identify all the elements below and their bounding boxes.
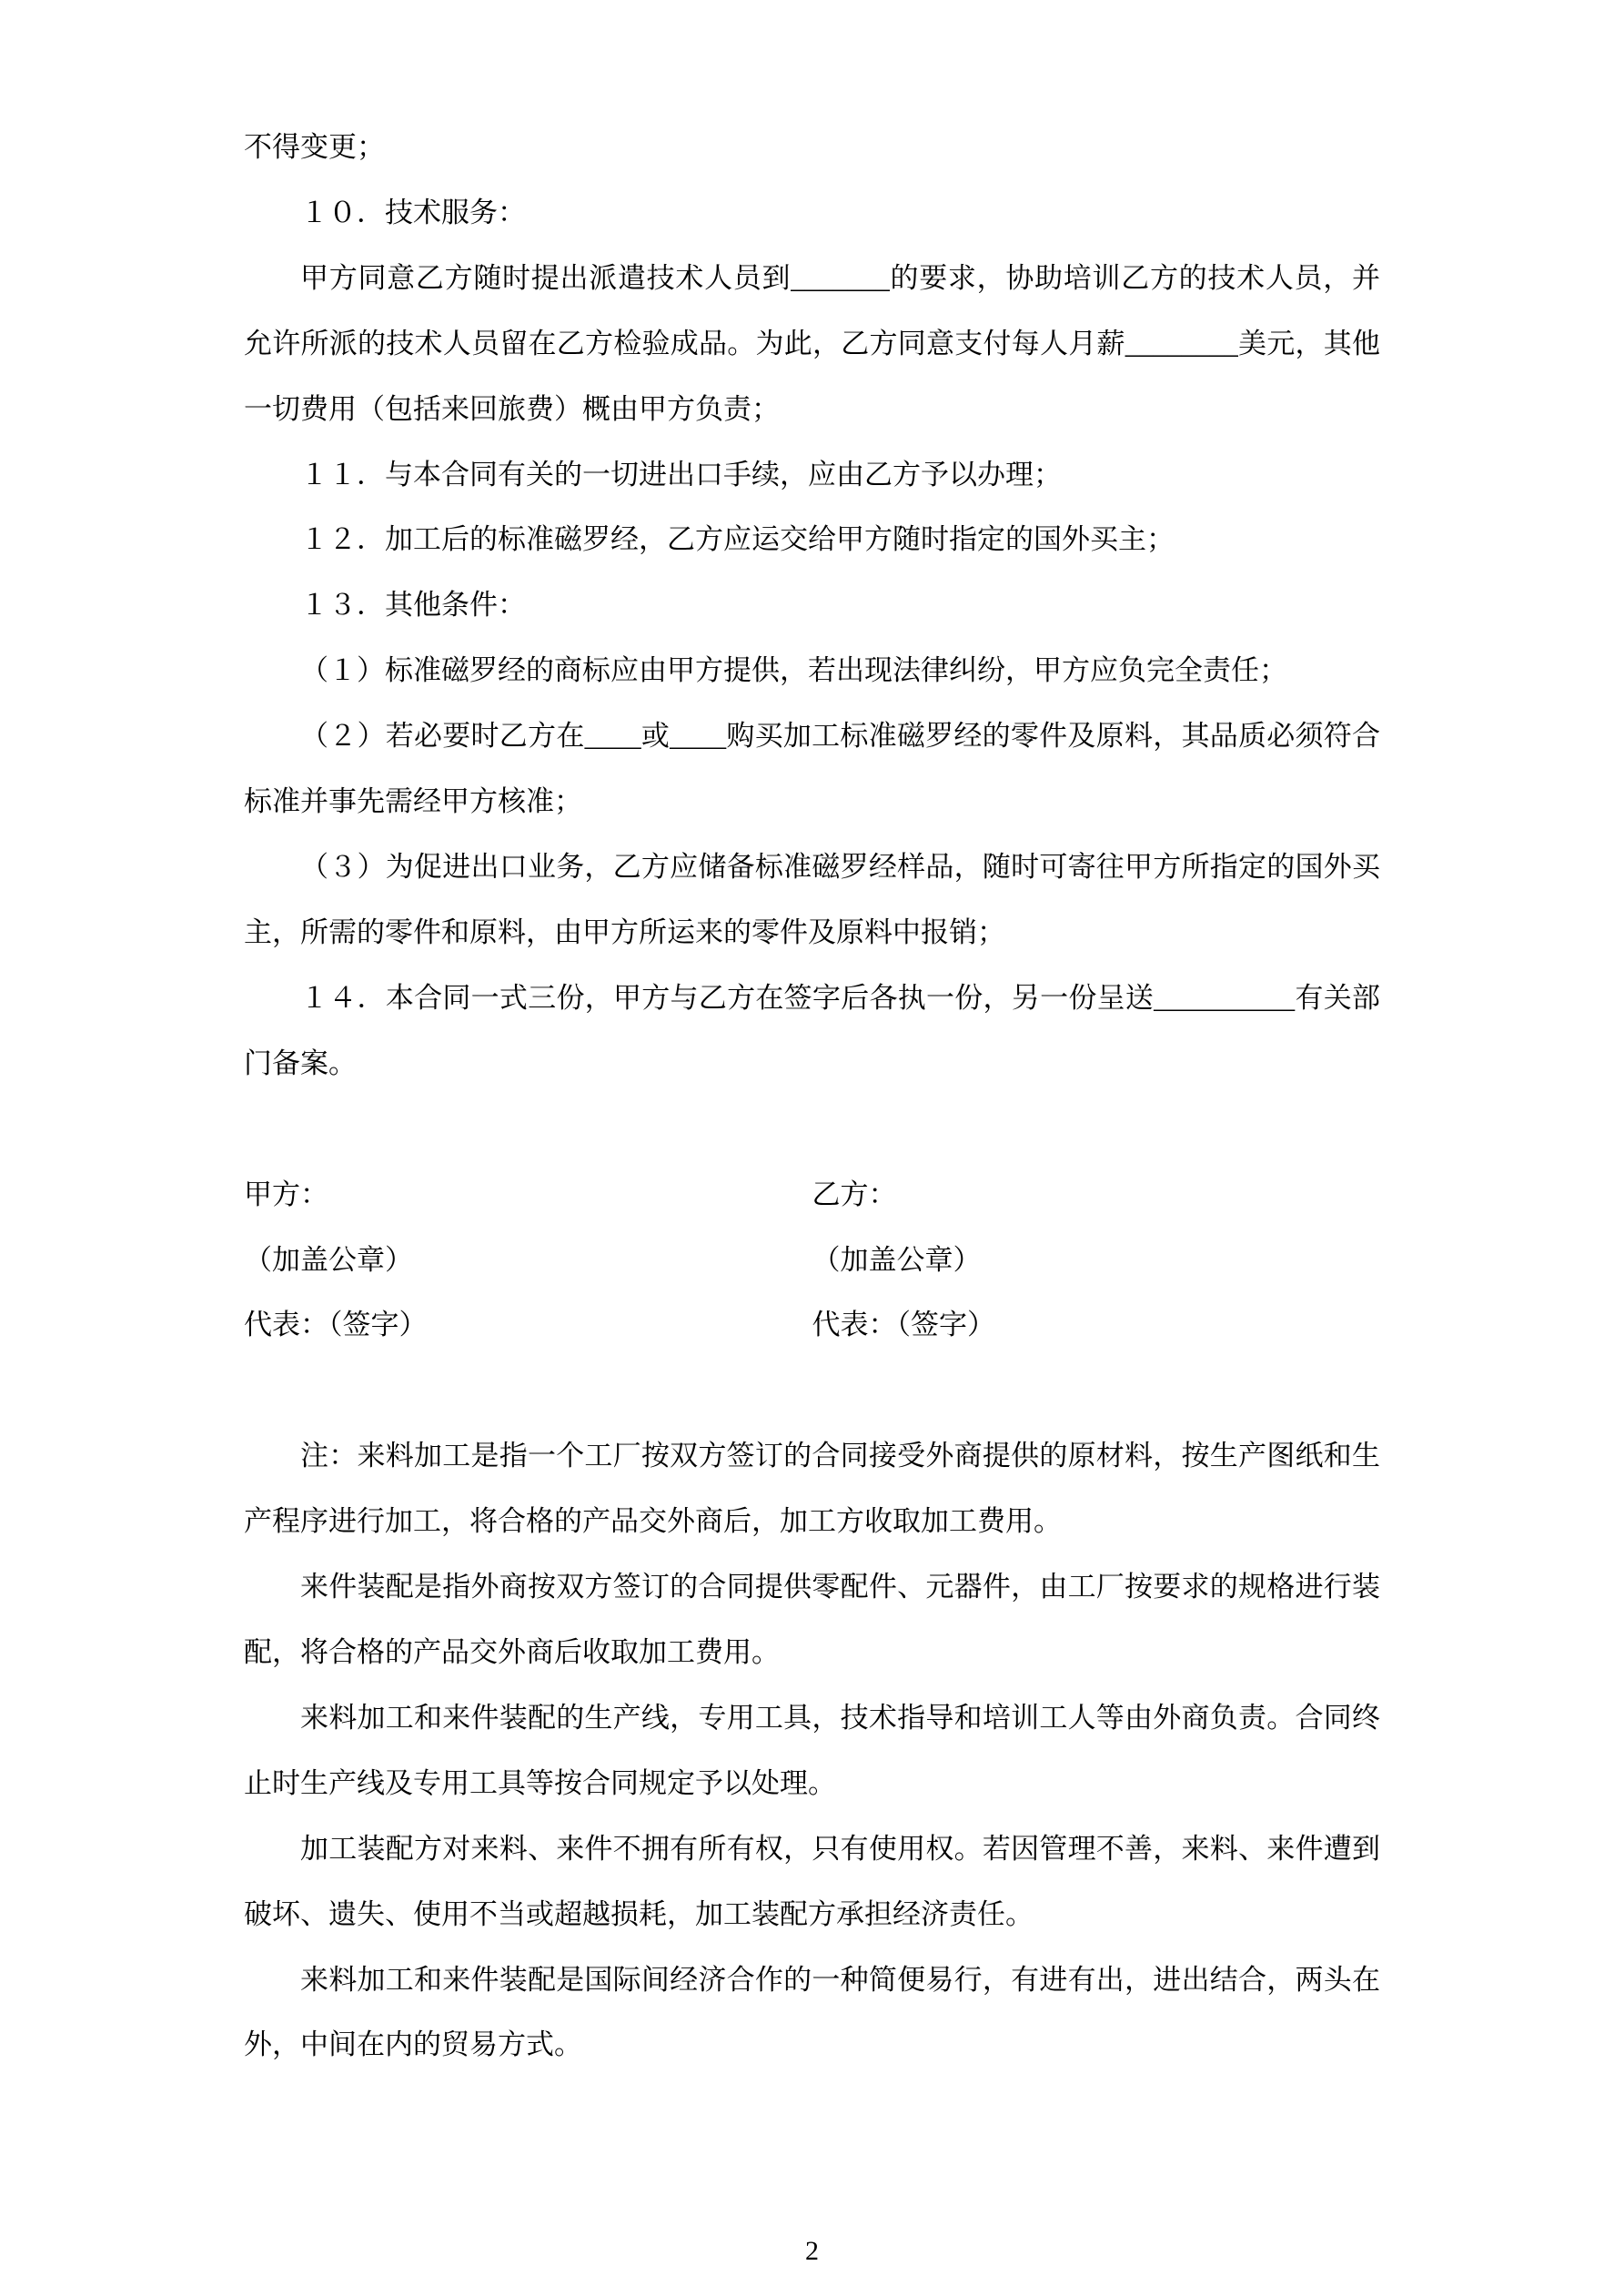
signature-party-b (812, 1162, 1381, 1359)
page-footer (0, 2232, 1624, 2271)
contract-clause-14: １４．本合同一式三份，甲方与乙方在签字后各执一份，另一份呈送__________有关部门备案。 (244, 981, 1380, 1079)
contract-clause-12: １２．加工后的标准磁罗经，乙方应运交给甲方随时指定的国外买主； (300, 523, 1175, 556)
party-b-seal-note: （加盖公章） (812, 1243, 982, 1276)
note-paragraph-3: 来料加工和来件装配的生产线，专用工具，技术指导和培训工人等由外商负责。合同终止时生产线及专用工具等按合同规定予以处理。 (244, 1701, 1380, 1799)
notes-section (244, 1423, 1380, 2078)
party-a-seal-note: （加盖公章） (244, 1243, 413, 1276)
signature-block (244, 1162, 1380, 1359)
note-paragraph-2: 来件装配是指外商按双方签订的合同提供零配件、元器件，由工厂按要求的规格进行装配，将合格的产品交外商后收取加工费用。 (244, 1571, 1380, 1669)
contract-clause-10-body: 甲方同意乙方随时提出派遣技术人员到_______的要求，协助培训乙方的技术人员，并允许所派的技术人员留在乙方检验成品。为此，乙方同意支付每人月薪________美元，其他一切费用（包括来回旅费）概由甲方负责； (244, 261, 1380, 425)
party-a-label: 甲方： (244, 1178, 328, 1210)
note-paragraph-4: 加工装配方对来料、来件不拥有所有权，只有使用权。若因管理不善，来料、来件遭到破坏、遗失、使用不当或超越损耗，加工装配方承担经济责任。 (244, 1832, 1380, 1930)
contract-clause-13-item-1: （１）标准磁罗经的商标应由甲方提供，若出现法律纠纷，甲方应负完全责任； (300, 654, 1287, 687)
note-paragraph-5: 来料加工和来件装配是国际间经济合作的一种简便易行，有进有出，进出结合，两头在外，中间在内的贸易方式。 (244, 1963, 1380, 2061)
page-number: 2 (805, 2236, 819, 2266)
contract-clause-13-heading: １３．其他条件： (300, 589, 526, 622)
party-b-representative: 代表：（签字） (812, 1309, 995, 1341)
party-a-representative: 代表：（签字） (244, 1309, 428, 1341)
contract-clause-11: １１．与本合同有关的一切进出口手续，应由乙方予以办理； (300, 458, 1062, 491)
contract-clause-10-heading: １０．技术服务： (300, 196, 526, 228)
party-b-label: 乙方： (812, 1178, 897, 1210)
contract-clause-13-item-3: （３）为促进出口业务，乙方应储备标准磁罗经样品，随时可寄往甲方所指定的国外买主，所需的零件和原料，由甲方所运来的零件及原料中报销； (244, 850, 1380, 948)
signature-party-a (244, 1162, 812, 1359)
contract-body (244, 115, 1380, 1097)
contract-clause-13-item-2: （２）若必要时乙方在____或____购买加工标准磁罗经的零件及原料，其品质必须符合标准并事先需经甲方核准； (244, 720, 1380, 818)
contract-clause-continuation: 不得变更； (244, 131, 385, 163)
note-paragraph-1: 注：来料加工是指一个工厂按双方签订的合同接受外商提供的原材料，按生产图纸和生产程序进行加工，将合格的产品交外商后，加工方收取加工费用。 (244, 1440, 1380, 1538)
